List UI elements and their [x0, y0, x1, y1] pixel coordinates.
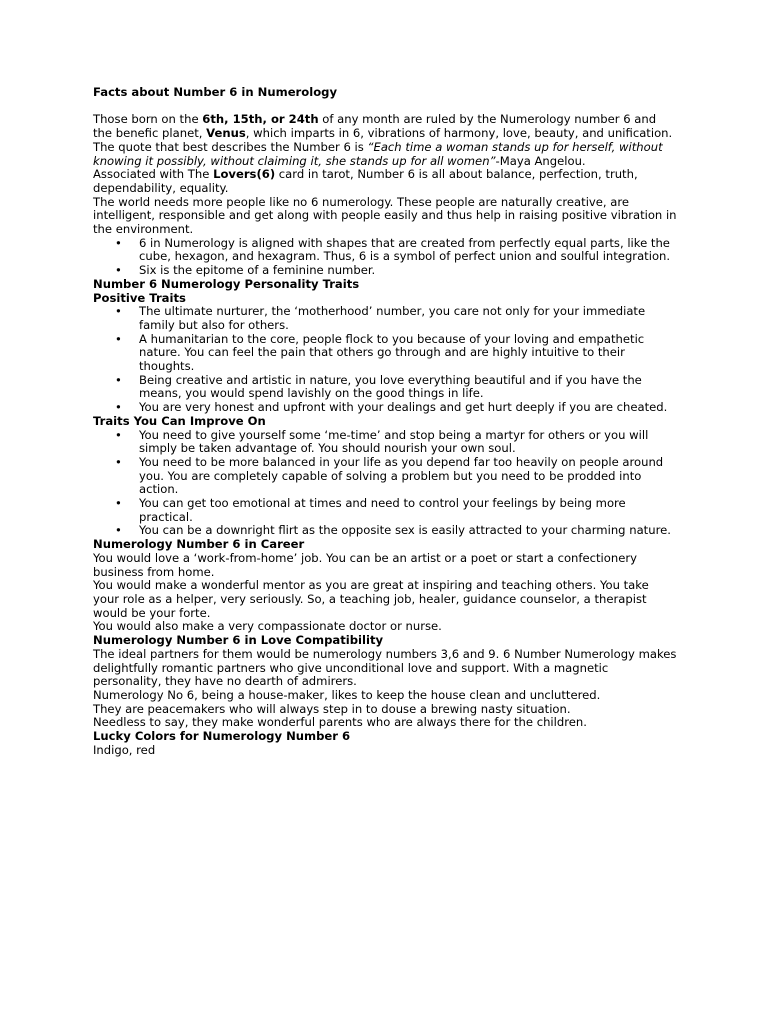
text-run: Those born on the	[93, 112, 203, 127]
bullet-icon: •	[115, 235, 122, 250]
list-item	[93, 497, 678, 524]
intro-paragraph-birthdays	[93, 113, 678, 140]
improve-traits-list	[93, 429, 678, 539]
section-heading-love: Numerology Number 6 in Love Compatibility	[93, 633, 384, 648]
intro-paragraph-quote	[93, 141, 678, 168]
list-item-text: Being creative and artistic in nature, you love everything beautiful and if you have the means, you would spend lavishly on the good things in life.	[139, 372, 642, 401]
lucky-colors-text: Indigo, red	[93, 742, 156, 757]
list-item	[93, 456, 678, 497]
love-paragraph: Numerology No 6, being a house-maker, likes to keep the house clean and uncluttered.	[93, 687, 601, 702]
list-item	[93, 429, 678, 456]
page-title: Facts about Number 6 in Numerology	[93, 85, 338, 99]
document-body	[93, 86, 678, 757]
love-paragraph: The ideal partners for them would be numerology numbers 3,6 and 9. 6 Number Numerology makes delightfully romantic partners who give unconditional love and support. With a magnetic personality, they have no dearth of admirers.	[93, 646, 677, 689]
list-item-text: Six is the epitome of a feminine number.	[139, 263, 376, 278]
intro-bullet-list	[93, 237, 678, 278]
text-run: Associated with The	[93, 167, 214, 182]
list-item-text: A humanitarian to the core, people flock to you because of your loving and empathetic nature. You can feel the pain that others go through and are highly intuitive to their thoughts.	[139, 331, 645, 374]
list-item	[93, 401, 678, 415]
planet-bold: Venus	[206, 126, 246, 141]
list-item-text: You need to be more balanced in your life as you depend far too heavily on people around you. You are completely capable of solving a problem but you need to be prodded into action.	[139, 454, 664, 497]
bullet-icon: •	[115, 496, 122, 511]
list-item-text: 6 in Numerology is aligned with shapes that are created from perfectly equal parts, like the cube, hexagon, and hexagram. Thus, 6 is a symbol of perfect union and soulful integration.	[139, 235, 671, 264]
list-item	[93, 374, 678, 401]
career-paragraph: You would make a wonderful mentor as you are great at inspiring and teaching others. You take your role as a helper, very seriously. So, a teaching job, healer, guidance counselor, a therapist would be your forte.	[93, 578, 649, 620]
list-item	[93, 524, 678, 538]
bullet-icon: •	[115, 372, 122, 387]
list-item-text: The ultimate nurturer, the ‘motherhood’ number, you care not only for your immediate family but also for others.	[139, 304, 646, 332]
positive-traits-list	[93, 305, 678, 415]
section-heading-career: Numerology Number 6 in Career	[93, 537, 305, 552]
list-item-text: You need to give yourself some ‘me-time’ and stop being a martyr for others or you will simply be taken advantage of. You should nourish your own soul.	[139, 427, 649, 456]
text-run: , which imparts in 6, vibrations of harmony, love, beauty, and unification.	[245, 126, 673, 141]
bullet-icon: •	[115, 304, 122, 319]
birth-dates-bold: 6th, 15th, or 24th	[202, 112, 319, 127]
bullet-icon: •	[115, 427, 122, 442]
career-paragraph: You would love a ‘work-from-home’ job. You can be an artist or a poet or start a confectionery business from home.	[93, 550, 637, 579]
bullet-icon: •	[115, 523, 122, 538]
list-item-text: You can be a downright flirt as the opposite sex is easily attracted to your charming nature.	[139, 523, 671, 538]
tarot-card-bold: Lovers(6)	[213, 167, 276, 182]
bullet-icon: •	[115, 263, 122, 278]
love-paragraph: They are peacemakers who will always step in to douse a brewing nasty situation.	[93, 701, 571, 716]
text-run: card in tarot, Number 6 is all about balance, perfection, truth, dependability, equality.	[93, 167, 638, 195]
intro-paragraph-tarot	[93, 168, 678, 195]
career-paragraph: You would also make a very compassionate doctor or nurse.	[93, 619, 442, 634]
section-heading-personality: Number 6 Numerology Personality Traits	[93, 276, 360, 291]
list-item-text: You are very honest and upfront with your dealings and get hurt deeply if you are cheated.	[139, 400, 668, 415]
list-item	[93, 333, 678, 374]
quote-italic: “Each time a woman stands up for herself, without knowing it possibly, without claiming it, she stands up for all women”	[93, 139, 663, 168]
text-run: of any month are ruled by the Numerology number 6 and the benefic planet,	[93, 112, 657, 141]
subheading-traits-improve: Traits You Can Improve On	[93, 413, 266, 428]
list-item	[93, 305, 678, 332]
list-item-text: You can get too emotional at times and need to control your feelings by being more practical.	[139, 496, 626, 524]
text-run: The quote that best describes the Number 6 is	[93, 139, 368, 154]
list-item	[93, 264, 678, 278]
quote-author: -Maya Angelou.	[495, 153, 586, 168]
bullet-icon: •	[115, 454, 122, 469]
subheading-positive-traits: Positive Traits	[93, 290, 186, 305]
list-item	[93, 237, 678, 264]
intro-paragraph-world: The world needs more people like no 6 numerology. These people are naturally creative, are intelligent, responsible and get along with people easily and thus help in raising positive vibration in the environment.	[93, 194, 677, 237]
love-paragraph: Needless to say, they make wonderful parents who are always there for the children.	[93, 715, 587, 730]
bullet-icon: •	[115, 400, 122, 415]
section-heading-colors: Lucky Colors for Numerology Number 6	[93, 729, 351, 744]
bullet-icon: •	[115, 331, 122, 346]
